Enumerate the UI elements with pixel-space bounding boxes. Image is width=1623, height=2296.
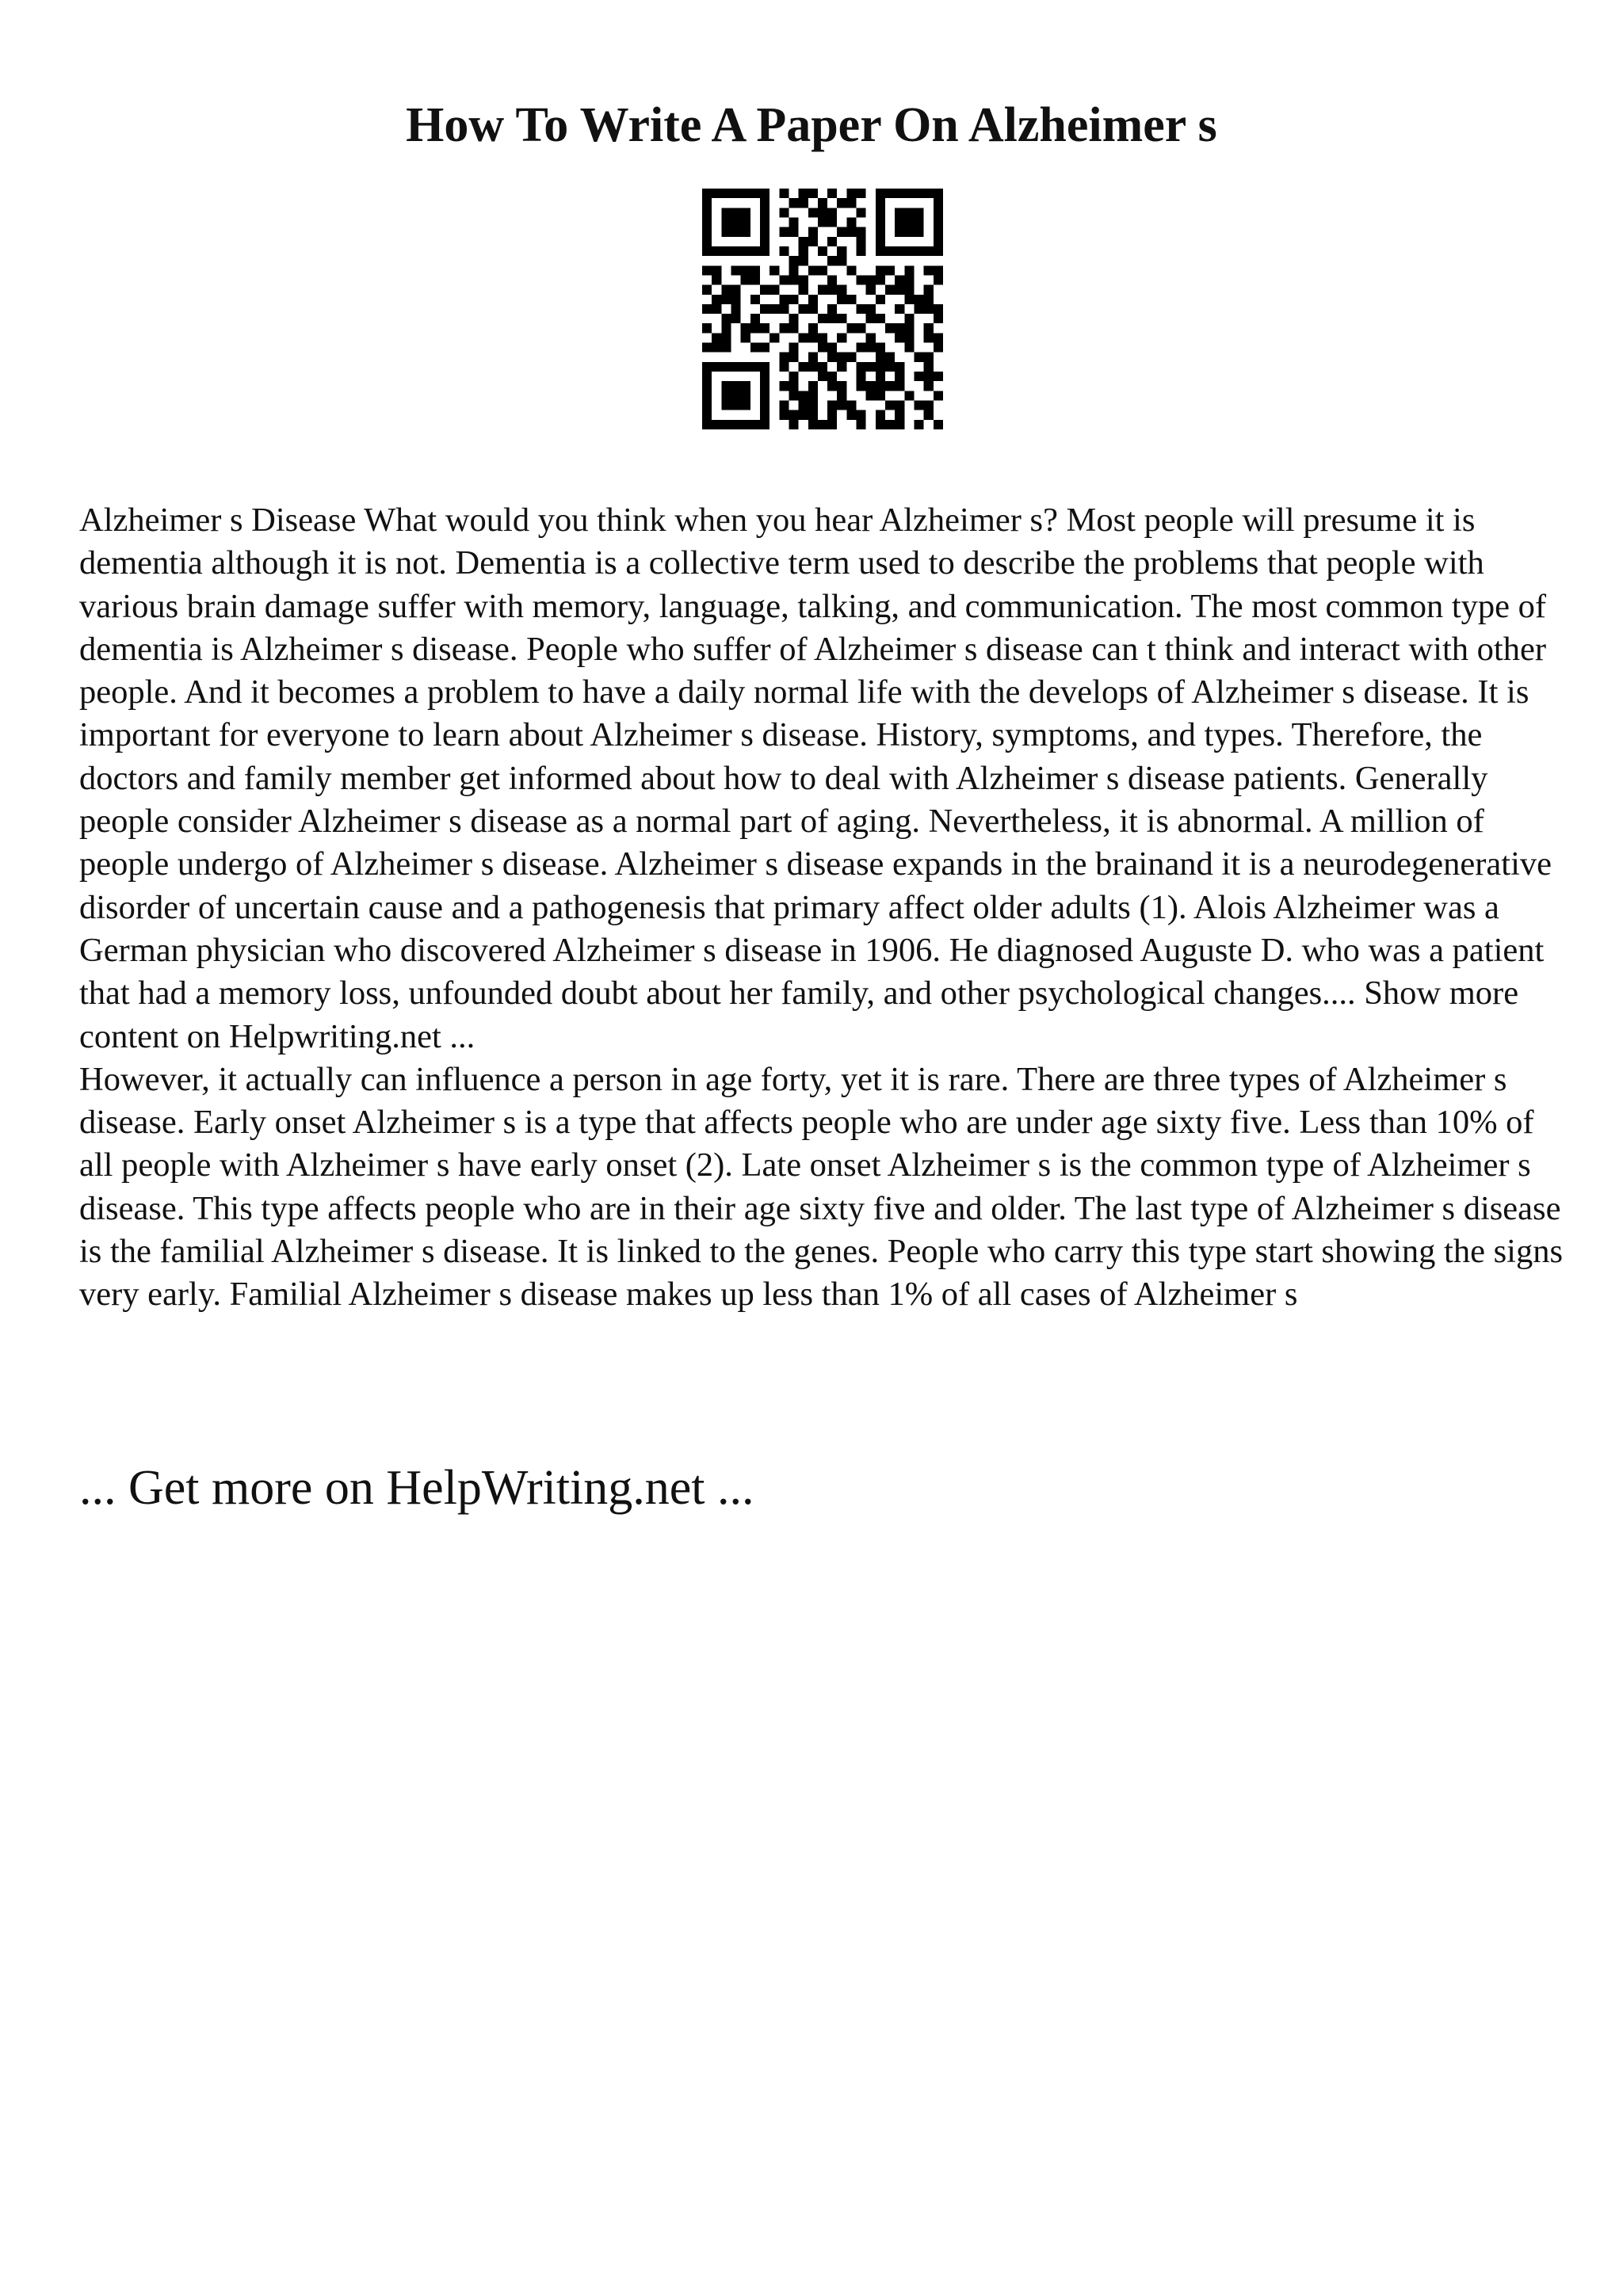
article-body (79, 499, 1569, 1317)
page-title: How To Write A Paper On Alzheimer s (406, 98, 1217, 152)
get-more-link[interactable]: ... Get more on HelpWriting.net ... (79, 1461, 754, 1515)
qr-code-icon (702, 189, 943, 429)
paragraph-types: However, it actually can influence a person in age forty, yet it is rare. There are three types of Alzheimer s disease. Early onset Alzheimer s is a type that affects people who are under age sixty five. Less than 10% of all people with Alzheimer s have early onset (2). Late onset Alzheimer s is the common type of Alzheimer s disease. This type affects people who are in their age sixty five and older. The last type of Alzheimer s disease is the familial Alzheimer s disease. It is linked to the genes. People who carry this type start showing the signs very early. Familial Alzheimer s disease makes up less than 1% of all cases of Alzheimer s (79, 1060, 1563, 1314)
paragraph-intro: Alzheimer s Disease What would you think when you hear Alzheimer s? Most people will presume it is dementia although it is not. Dementia is a collective term used to describe the problems that people with various brain damage suffer with memory, language, talking, and communication. The most common type of dementia is Alzheimer s disease. People who suffer of Alzheimer s disease can t think and interact with other people. And it becomes a problem to have a daily normal life with the develops of Alzheimer s disease. It is important for everyone to learn about Alzheimer s disease. History, symptoms, and types. Therefore, the doctors and family member get informed about how to deal with Alzheimer s disease patients. Generally people consider Alzheimer s disease as a normal part of aging. Nevertheless, it is abnormal. A million of people undergo of Alzheimer s disease. Alzheimer s disease expands in the brainand it is a neurodegenerative disorder of uncertain cause and a pathogenesis that primary affect older adults (1). Alois Alzheimer was a German physician who discovered Alzheimer s disease in 1906. He diagnosed Auguste D. who was a patient that had a memory loss, unfounded doubt about her family, and other psychological changes.... Show more content on Helpwriting.net ... (79, 502, 1552, 1055)
